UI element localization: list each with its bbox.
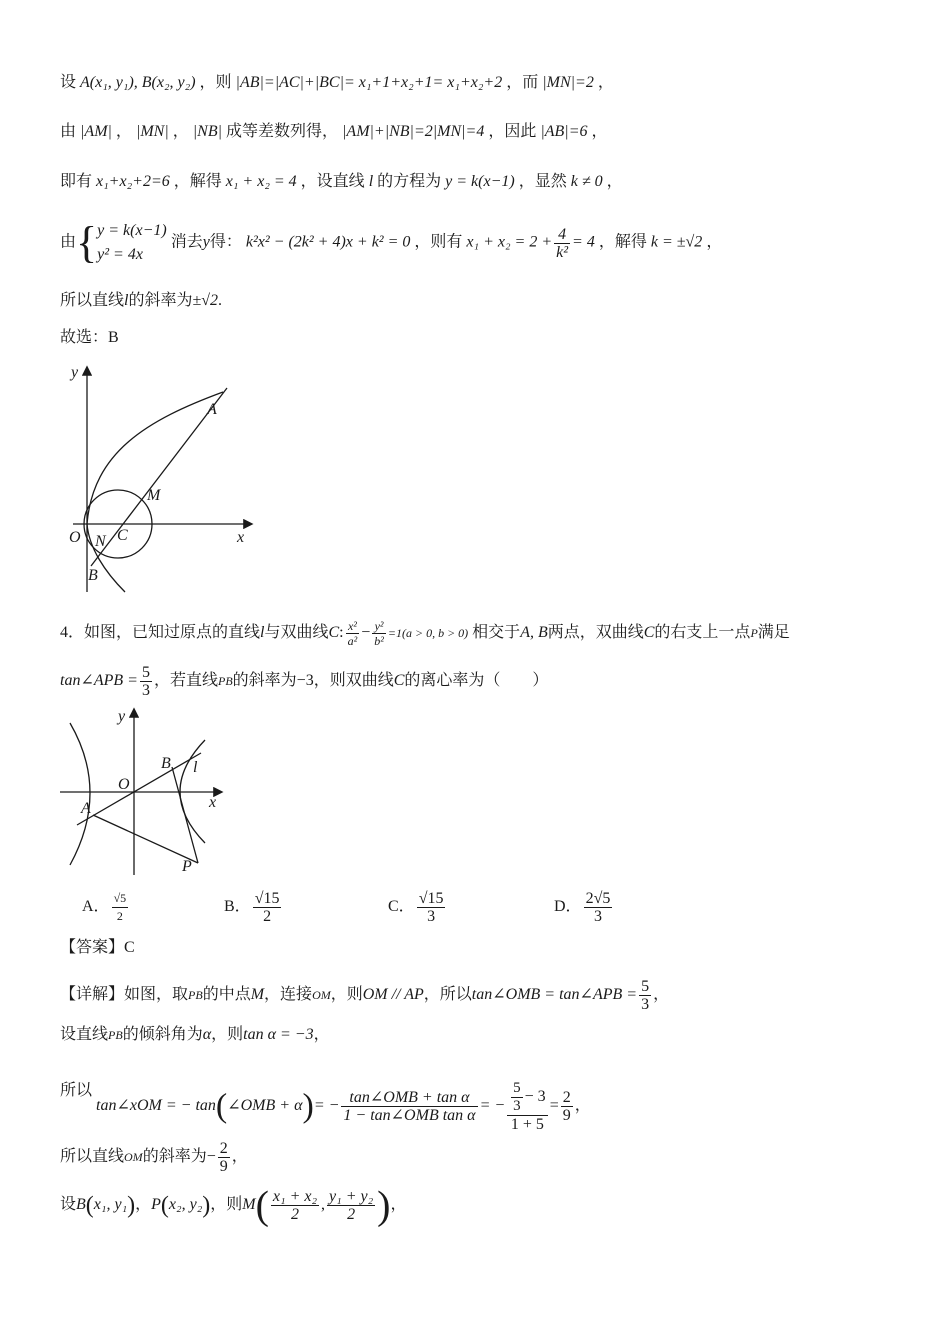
fraction-y2-b2 xyxy=(372,619,386,648)
text: ，所以 xyxy=(423,986,472,1004)
sol3-line5 xyxy=(60,290,222,312)
p-coords: x₂, y₂ xyxy=(168,1196,203,1214)
hyperbola-condition: =1(a > 0, b > 0) xyxy=(387,626,469,641)
points-ab: A(x₁, y₁), B(x₂, y₂) xyxy=(80,74,196,91)
point-m: M xyxy=(242,1196,256,1214)
b-coords: x₁, y₁ xyxy=(93,1196,128,1214)
am: |AM| xyxy=(80,123,112,140)
label-M: M xyxy=(147,487,161,504)
label-P: P xyxy=(182,858,192,875)
denominator: b² xyxy=(374,634,384,648)
line-pb: PB xyxy=(188,988,203,1003)
ab-value: |AB|=6 xyxy=(540,123,588,140)
text: ，而 xyxy=(506,74,539,91)
brace: { xyxy=(76,218,98,267)
text: ，因此 xyxy=(488,123,537,140)
text: 与双曲线 xyxy=(264,624,329,642)
text: 满足 xyxy=(757,624,790,642)
compound-numerator xyxy=(507,1080,548,1116)
label-O: O xyxy=(118,776,130,793)
text: ， xyxy=(390,1196,407,1214)
text: ， xyxy=(706,233,723,251)
denominator: 3 xyxy=(593,908,602,925)
text: ， xyxy=(231,1148,248,1166)
paren-close: ) xyxy=(302,1087,314,1125)
denominator: 9 xyxy=(562,1107,571,1124)
equals-4: = 4 xyxy=(572,233,595,251)
line-equation: y = k(x−1) xyxy=(445,173,515,190)
text: 如图，取 xyxy=(124,986,189,1004)
paren-open: ( xyxy=(215,1087,228,1125)
segment-om: OM xyxy=(312,988,331,1003)
slope-result: ±√2 xyxy=(192,292,219,309)
curve-c: C xyxy=(393,672,405,690)
k-result: k = ±√2 xyxy=(650,233,703,251)
text: ， xyxy=(591,123,608,140)
numerator: x² xyxy=(346,619,360,634)
denominator: 3 xyxy=(641,996,650,1013)
text: ，解得 xyxy=(173,173,222,190)
option-value xyxy=(253,890,282,925)
system-eq2: y² = 4x xyxy=(97,246,143,263)
curve-c: C xyxy=(643,624,655,642)
alpha: α xyxy=(202,1026,212,1043)
point-p: P xyxy=(151,1196,161,1214)
text: ， xyxy=(653,986,670,1004)
result-fraction xyxy=(561,1089,573,1124)
text: ， xyxy=(135,1196,152,1214)
text: 的斜率为 xyxy=(232,672,297,690)
detail-line4 xyxy=(60,1140,248,1175)
sol3-line3 xyxy=(60,171,623,193)
text: ， xyxy=(172,123,189,140)
tan-apb: tan∠APB = xyxy=(60,672,138,690)
label-A: A xyxy=(207,401,217,418)
text: ，则 xyxy=(330,986,363,1004)
numerator: 5 xyxy=(641,978,650,995)
paren-close: ) xyxy=(202,1192,211,1219)
paren-close: ) xyxy=(377,1182,391,1228)
minus: − xyxy=(206,1148,216,1166)
option-c[interactable] xyxy=(388,890,447,925)
equals: = − xyxy=(479,1097,506,1115)
denominator: 1 + 5 xyxy=(510,1116,544,1133)
point-m: M xyxy=(250,986,265,1004)
text: 如图，已知过原点的直线 xyxy=(84,624,261,642)
arith-seq-equation: |AM|+|NB|=2|MN|=4 xyxy=(342,123,485,140)
label-x: x xyxy=(237,529,245,546)
text: ， xyxy=(115,123,132,140)
vieta-sum: x₁ + x₂ = 2 + xyxy=(466,233,553,251)
points-ab: A, B xyxy=(520,624,548,642)
text: 的倾斜角为 xyxy=(122,1026,203,1043)
denominator: 2 xyxy=(116,909,123,923)
nb: |NB| xyxy=(192,123,222,140)
text: 相交于 xyxy=(472,624,521,642)
paren-open: ( xyxy=(255,1182,269,1228)
label-B: B xyxy=(161,755,171,772)
sol3-line1 xyxy=(60,72,614,94)
label-A: A xyxy=(81,800,91,817)
text: ，若直线 xyxy=(153,672,218,690)
option-value xyxy=(112,890,129,925)
numerator: √15 xyxy=(254,890,280,907)
sol3-line2 xyxy=(60,121,608,143)
text: ，则 xyxy=(210,1196,243,1214)
equation-system xyxy=(97,219,167,267)
label-N: N xyxy=(95,533,106,550)
text: 即有 xyxy=(60,173,93,190)
equals: = − xyxy=(313,1097,340,1115)
curve-c: C xyxy=(328,624,340,642)
paren-open: ( xyxy=(85,1192,94,1219)
fraction-4-over-k2 xyxy=(554,226,570,261)
text: ，则 xyxy=(211,1026,244,1043)
numerator: y² xyxy=(372,619,386,634)
mx-fraction xyxy=(271,1188,319,1223)
numerator: √5 xyxy=(112,890,129,908)
my-fraction xyxy=(327,1188,375,1223)
detail-line2 xyxy=(60,1024,330,1046)
denominator: k² xyxy=(556,243,569,261)
fraction-5-3 xyxy=(639,978,651,1013)
option-value xyxy=(417,890,446,925)
numerator: tan∠OMB + tan α xyxy=(341,1089,477,1107)
text: 所以直线 xyxy=(60,292,125,309)
label-l: l xyxy=(193,759,198,776)
numerator: √15 xyxy=(418,890,444,907)
denominator: 3 xyxy=(427,908,436,925)
ab-length-equation: |AB|=|AC|+|BC|= x₁+1+x₂+1= x₁+x₂+2 xyxy=(235,74,503,91)
denominator: 2 xyxy=(290,1206,299,1223)
fraction-5-3 xyxy=(140,664,152,699)
text: 设直线 xyxy=(60,1026,109,1043)
numerator: 2√5 xyxy=(585,890,611,907)
numerator: 2 xyxy=(562,1089,571,1106)
denominator: 1 − tan∠OMB tan α xyxy=(343,1107,476,1124)
figure-hyperbola xyxy=(55,705,230,880)
q4-line1 xyxy=(60,619,790,648)
text: ，设直线 xyxy=(300,173,365,190)
text: ，连接 xyxy=(264,986,313,1004)
label-y: y xyxy=(118,708,126,725)
question-number: 4． xyxy=(60,624,85,642)
line-pb: PB xyxy=(217,674,233,689)
label-O: O xyxy=(69,529,81,546)
text: ，则双曲线 xyxy=(313,672,394,690)
text: ， xyxy=(574,1097,591,1115)
label-C: C xyxy=(117,527,128,544)
denominator: 2 xyxy=(347,1206,356,1223)
var-y: y xyxy=(202,233,210,251)
detail-line3 xyxy=(60,1080,591,1133)
segment-bp xyxy=(172,767,198,863)
text: 消去 xyxy=(170,233,203,251)
paren-open: ( xyxy=(160,1192,169,1219)
option-b[interactable] xyxy=(224,890,283,925)
detail-line5 xyxy=(60,1182,407,1228)
fraction-x2-a2 xyxy=(346,619,360,648)
option-label: A． xyxy=(82,898,110,916)
numerator: 2 xyxy=(219,1140,228,1157)
text: ， xyxy=(597,74,614,91)
numerator: y₁ + y₂ xyxy=(329,1188,374,1205)
text: ， xyxy=(606,173,623,190)
option-d[interactable] xyxy=(554,890,614,925)
numerator: 5 xyxy=(141,664,150,681)
sum-result: x₁ + x₂ = 4 xyxy=(225,173,297,190)
text: 成等差数列得， xyxy=(226,123,339,140)
text: 由 xyxy=(60,233,77,251)
hyperbola-left-branch xyxy=(70,723,90,865)
denominator: 2 xyxy=(263,908,272,925)
segment-ap xyxy=(93,815,198,863)
label-x: x xyxy=(209,794,217,811)
text: 的右支上一点 xyxy=(654,624,751,642)
text: 的斜率为 xyxy=(128,292,193,309)
text: . xyxy=(218,292,223,309)
numerator: 5 xyxy=(513,1080,521,1096)
text: 的斜率为 xyxy=(142,1148,207,1166)
label-B: B xyxy=(88,567,98,584)
denominator: 3 xyxy=(513,1098,521,1114)
detail-heading: 【详解】 xyxy=(60,986,125,1004)
text: 所以直线 xyxy=(60,1148,125,1166)
line-l: l xyxy=(124,292,129,309)
option-label: D． xyxy=(554,898,582,916)
inner-fraction xyxy=(511,1080,523,1115)
text: 的方程为 xyxy=(377,173,442,190)
numerator: x₁ + x₂ xyxy=(272,1188,318,1205)
text: : xyxy=(339,624,344,642)
tan-xom-expression xyxy=(96,1080,591,1133)
numerator: 4 xyxy=(554,226,570,244)
slope-value: −3 xyxy=(296,672,314,690)
denominator: a² xyxy=(347,634,358,648)
option-a[interactable] xyxy=(82,890,130,925)
text: ，显然 xyxy=(518,173,567,190)
tan-alpha: tan α = −3 xyxy=(243,1026,314,1043)
slope-fraction xyxy=(218,1140,230,1175)
quadratic-equation: k²x² − (2k² + 4)x + k² = 0 xyxy=(245,233,411,251)
detail-line1 xyxy=(60,978,669,1013)
option-value xyxy=(584,890,613,925)
text: 的离心率为（ ） xyxy=(404,672,549,690)
denominator: 3 xyxy=(141,682,150,699)
option-label: C． xyxy=(388,898,415,916)
paren-close: ) xyxy=(127,1192,136,1219)
mn: |MN| xyxy=(135,123,169,140)
text: ， xyxy=(313,1026,330,1043)
system-eq1: y = k(x−1) xyxy=(97,222,167,239)
q4-line2 xyxy=(60,664,548,699)
text: 所以 xyxy=(60,1082,93,1099)
text: 两点，双曲线 xyxy=(547,624,644,642)
k-nonzero: k ≠ 0 xyxy=(570,173,603,190)
equals: = xyxy=(549,1097,559,1115)
line-l xyxy=(77,753,201,825)
line-pb: PB xyxy=(108,1028,123,1042)
parallel-relation: OM // AP xyxy=(362,986,424,1004)
text: 的中点 xyxy=(202,986,251,1004)
minus-3: − 3 xyxy=(524,1088,546,1106)
lhs: tan∠xOM = − tan xyxy=(96,1097,216,1115)
text: 得： xyxy=(209,233,242,251)
minus: − xyxy=(361,624,371,642)
tan-sum-fraction xyxy=(341,1089,477,1124)
label-y: y xyxy=(71,364,79,381)
text: 设 xyxy=(60,1196,77,1214)
comma: , xyxy=(321,1196,326,1214)
line-l: l xyxy=(260,624,265,642)
line-l: l xyxy=(368,173,374,190)
segment-om: OM xyxy=(124,1150,143,1165)
option-label: B． xyxy=(224,898,251,916)
text: ，解得 xyxy=(598,233,647,251)
answer: 【答案】C xyxy=(60,939,135,956)
tan-omb: tan∠OMB = tan∠APB = xyxy=(471,986,638,1004)
sol3-line4 xyxy=(60,219,722,267)
text: 设 xyxy=(60,74,77,91)
sum-equation: x₁+x₂+2=6 xyxy=(96,173,170,190)
figure-parabola xyxy=(55,360,265,595)
denominator: 9 xyxy=(219,1158,228,1175)
text: 由 xyxy=(60,123,77,140)
argument: ∠OMB + α xyxy=(227,1097,303,1115)
point-b: B xyxy=(76,1196,86,1214)
text: ，则有 xyxy=(414,233,463,251)
sol3-choice: 故选：B xyxy=(60,329,119,346)
compound-fraction xyxy=(507,1080,548,1133)
text: ，则 xyxy=(199,74,232,91)
point-p: P xyxy=(750,626,758,641)
mn-length: |MN|=2 xyxy=(542,74,594,91)
parabola-upper xyxy=(87,392,223,524)
